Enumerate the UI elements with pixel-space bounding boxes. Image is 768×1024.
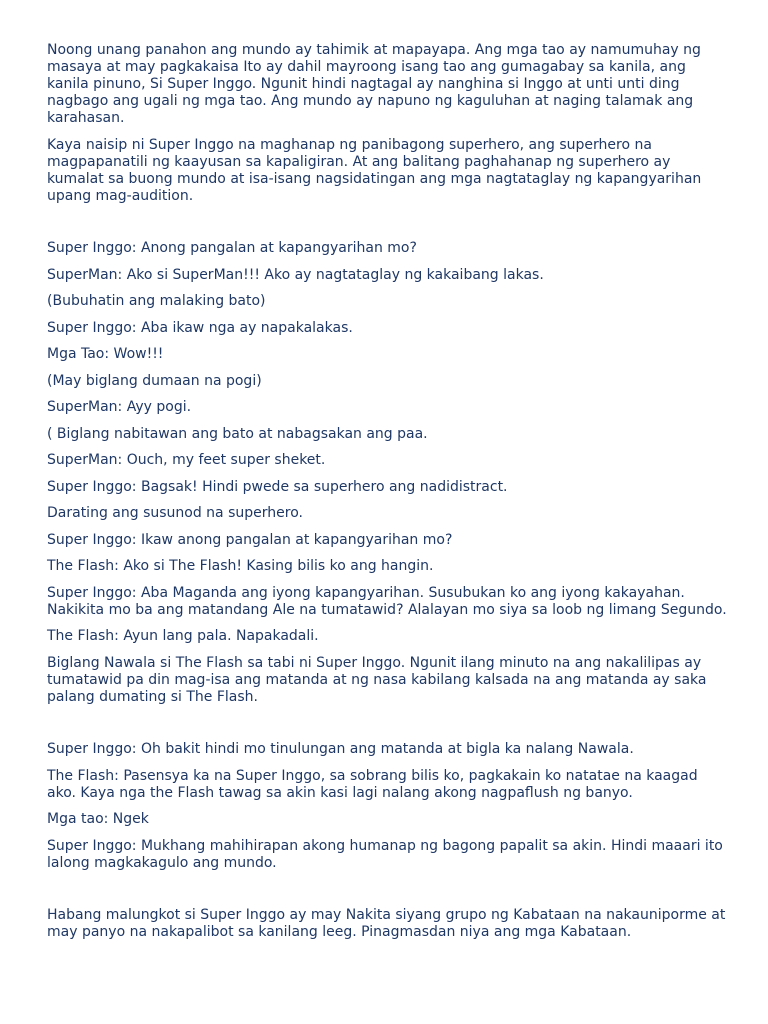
dialogue-line: Mga tao: Ngek: [47, 811, 149, 827]
dialogue-line: SuperMan: Ako si SuperMan!!! Ako ay nagtataglay ng kakaibang lakas.: [47, 266, 544, 283]
dialogue-line: Super Inggo: Anong pangalan at kapangyarihan mo?: [47, 240, 417, 256]
paragraph-search: Kaya naisip ni Super Inggo na maghanap ng panibagong superhero, ang superhero na magpapanatili ng kaayusan sa kapaligiran. At ang balitang paghahanap ng superhero ay kumalat sa buong mundo at isa-isang nagsidatingan ang mga nagtataglay ng kapangyarihan upang mag-audition.: [47, 136, 702, 204]
dialogue-line: The Flash: Ako si The Flash! Kasing bilis ko ang hangin.: [47, 558, 434, 574]
blank-line: [47, 715, 727, 741]
dialogue-line: Super Inggo: Mukhang mahihirapan akong humanap ng bagong papalit sa akin. Hindi maaari ito lalong magkakagulo ang mundo.: [47, 837, 723, 871]
dialogue-line: SuperMan: Ouch, my feet super sheket.: [47, 452, 326, 468]
dialogue-line: Super Inggo: Bagsak! Hindi pwede sa superhero ang nadidistract.: [47, 478, 508, 495]
dialogue-line: The Flash: Ayun lang pala. Napakadali.: [47, 628, 319, 644]
dialogue-line: Super Inggo: Ikaw anong pangalan at kapangyarihan mo?: [47, 531, 453, 548]
stage-direction: (Bubuhatin ang malaking bato): [47, 293, 266, 309]
stage-direction: (May biglang dumaan na pogi): [47, 372, 262, 389]
blank-line: [47, 214, 727, 240]
narration-paragraph: Habang malungkot si Super Inggo ay may Nakita siyang grupo ng Kabataan na nakauniporme at may panyo na nakapalibot sa kanilang leeg. Pinagmasdan niya ang mga Kabataan.: [47, 907, 726, 940]
dialogue-line: The Flash: Pasensya ka na Super Inggo, sa sobrang bilis ko, pagkakain ko natatae na kaagad ako. Kaya nga the Flash tawag sa akin kasi lagi nalang akong nagpaflush ng banyo.: [47, 767, 698, 801]
stage-direction: ( Biglang nabitawan ang bato at nabagsakan ang paa.: [47, 425, 428, 442]
paragraph-intro: Noong unang panahon ang mundo ay tahimik at mapayapa. Ang mga tao ay namumuhay ng masaya at may pagkakaisa Ito ay dahil mayroong isang tao ang gumagabay sa kanila, ang kanila pinuno, Si Super Inggo. Ngunit hindi nagtagal ay nanghina si Inggo at unti unti ding nagbago ang ugali ng mga tao. Ang mundo ay napuno ng kaguluhan at naging talamak ang karahasan.: [47, 42, 701, 126]
dialogue-line: Super Inggo: Aba Maganda ang iyong kapangyarihan. Susubukan ko ang iyong kakayahan. Nakikita mo ba ang matandang Ale na tumatawid? Alalayan mo siya sa loob ng limang Segundo.: [47, 584, 727, 618]
dialogue-line: Super Inggo: Aba ikaw nga ay napakalakas.: [47, 319, 353, 336]
dialogue-line: Mga Tao: Wow!!!: [47, 346, 164, 362]
narration-paragraph: Biglang Nawala si The Flash sa tabi ni Super Inggo. Ngunit ilang minuto na ang nakalilipas ay tumatawid pa din mag-isa ang matanda at ng nasa kabilang kalsada na ang matanda ay saka palang dumating si The Flash.: [47, 654, 707, 705]
dialogue-line: SuperMan: Ayy pogi.: [47, 399, 192, 415]
document-body: [47, 42, 727, 951]
dialogue-line: Super Inggo: Oh bakit hindi mo tinulungan ang matanda at bigla ka nalang Nawala.: [47, 741, 634, 757]
blank-line: [47, 881, 727, 907]
narration-line: Darating ang susunod na superhero.: [47, 505, 303, 521]
